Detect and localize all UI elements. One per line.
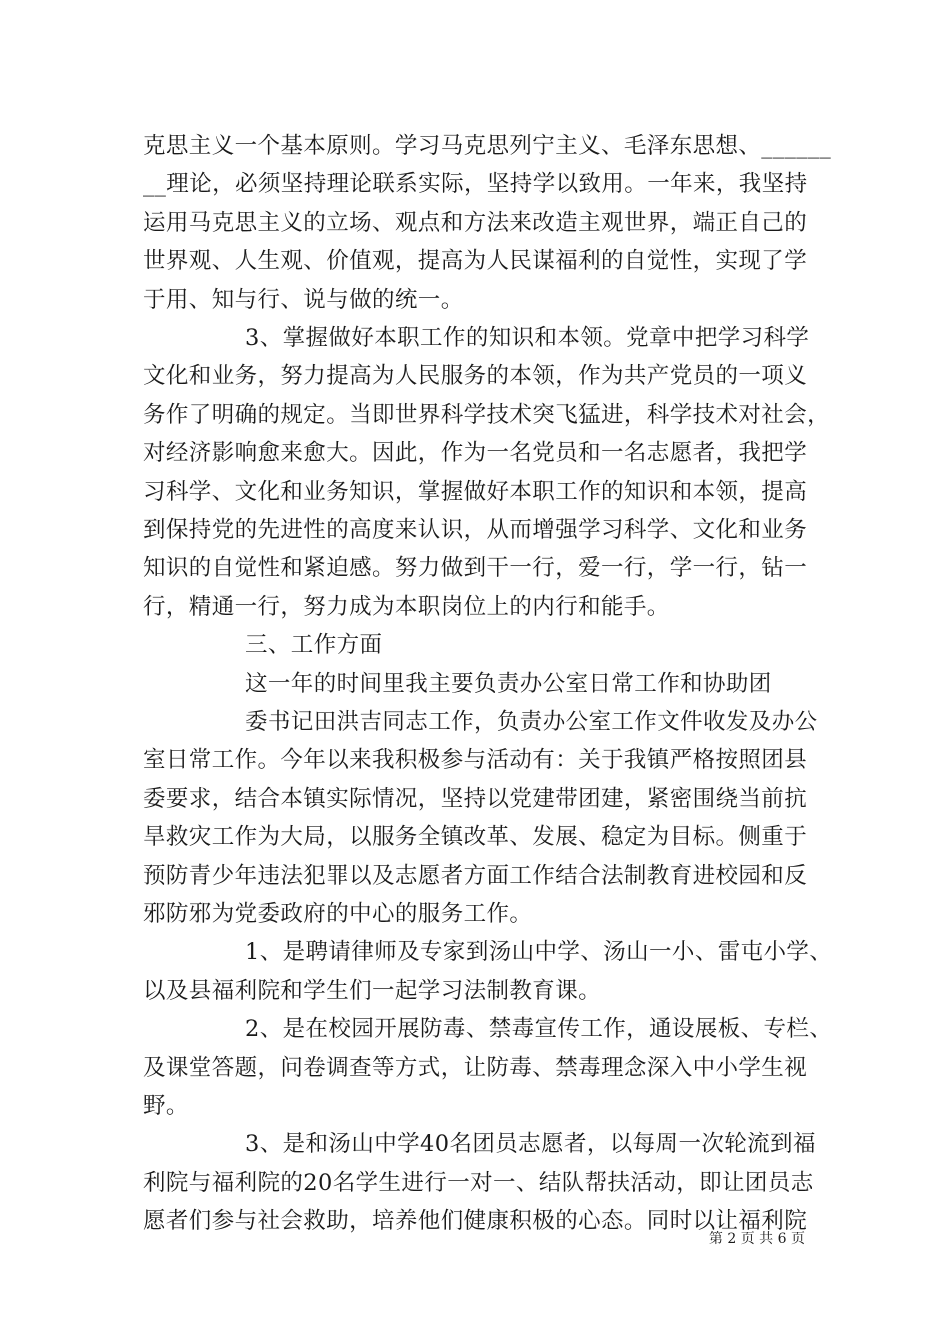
text-line: 运用马克思主义的立场、观点和方法来改造主观世界，端正自己的 [143,209,808,236]
text-line: 及课堂答题，问卷调查等方式，让防毒、禁毒理念深入中小学生视 [143,1054,808,1081]
text-line: 愿者们参与社会救助，培养他们健康积极的心态。同时以让福利院 [143,1208,808,1235]
page-number: 第 2 页 共 6 页 [708,1231,805,1247]
text-line: 三、工作方面 [245,632,383,659]
text-line: 克思主义一个基本原则。学习马克思列宁主义、毛泽东思想、______ [143,133,832,159]
text-line: 3、是和汤山中学40名团员志愿者，以每周一次轮流到福 [245,1131,816,1158]
text-line: 2、是在校园开展防毒、禁毒宣传工作，通设展板、专栏、 [245,1016,833,1043]
text-line: 室日常工作。今年以来我积极参与活动有：关于我镇严格按照团县 [143,747,808,774]
text-line: 对经济影响愈来愈大。因此，作为一名党员和一名志愿者，我把学 [143,440,808,467]
text-line: 预防青少年违法犯罪以及志愿者方面工作结合法制教育进校园和反 [143,862,808,889]
text-line: 世界观、人生观、价值观，提高为人民谋福利的自觉性，实现了学 [143,248,808,275]
text-line: 于用、知与行、说与做的统一。 [143,286,464,313]
text-line: 这一年的时间里我主要负责办公室日常工作和协助团 [245,670,772,697]
text-line: 习科学、文化和业务知识，掌握做好本职工作的知识和本领，提高 [143,478,808,505]
text-line: __理论，必须坚持理论联系实际，坚持学以致用。一年来，我坚持 [143,171,808,198]
text-line: 邪防邪为党委政府的中心的服务工作。 [143,901,533,927]
text-line: 野。 [143,1093,189,1119]
text-line: 利院与福利院的20名学生进行一对一、结队帮扶活动，即让团员志 [143,1169,814,1196]
text-line: 委要求，结合本镇实际情况，坚持以党建带团建，紧密围绕当前抗 [143,785,808,812]
text-line: 3、掌握做好本职工作的知识和本领。党章中把学习科学 [245,325,810,351]
text-line: 旱救灾工作为大局，以服务全镇改革、发展、稳定为目标。侧重于 [143,824,808,851]
text-line: 以及县福利院和学生们一起学习法制教育课。 [143,977,602,1004]
text-line: 务作了明确的规定。当即世界科学技术突飞猛进，科学技术对社会， [143,401,831,428]
text-line: 行，精通一行，努力成为本职岗位上的内行和能手。 [143,593,670,620]
text-line: 知识的自觉性和紧迫感。努力做到干一行，爱一行，学一行，钻一 [143,555,808,582]
text-line: 文化和业务，努力提高为人民服务的本领，作为共产党员的一项义 [143,363,808,390]
text-line: 到保持党的先进性的高度来认识，从而增强学习科学、文化和业务 [143,517,808,543]
text-line: 委书记田洪吉同志工作，负责办公室工作文件收发及办公 [245,709,818,735]
text-line: 1、是聘请律师及专家到汤山中学、汤山一小、雷屯小学、 [245,939,833,966]
